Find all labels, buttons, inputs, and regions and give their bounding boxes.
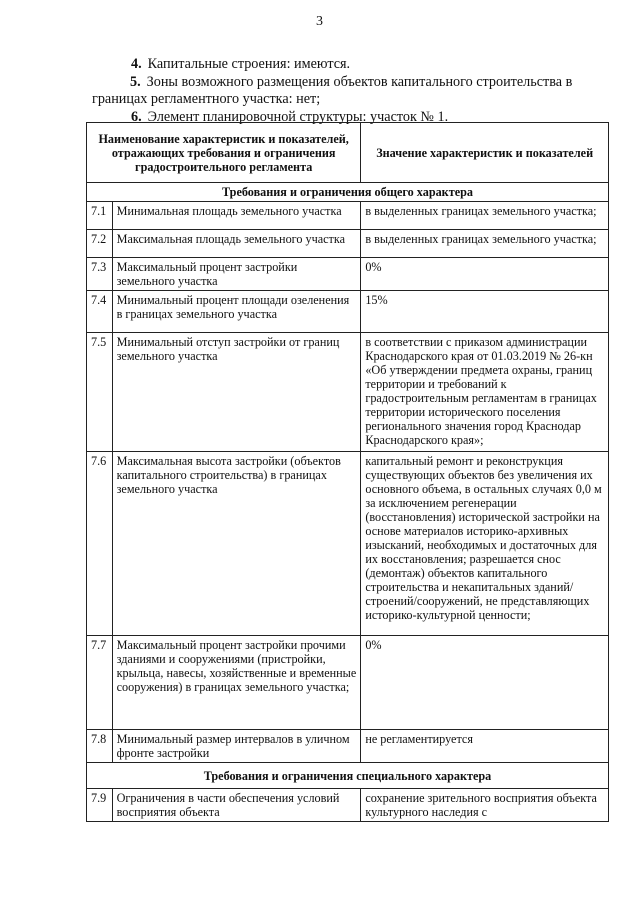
- table-row: [87, 291, 609, 333]
- row-name: Ограничения в части обеспечения условий восприятия объекта: [112, 789, 361, 822]
- row-value: сохранение зрительного восприятия объекта культурного наследия с: [361, 789, 609, 822]
- row-number: 7.3: [87, 258, 113, 291]
- row-number: 7.6: [87, 452, 113, 636]
- table-header-row: [87, 123, 609, 183]
- paragraph-4: [131, 56, 350, 73]
- paragraph-number: 6.: [131, 109, 142, 125]
- table-row: [87, 230, 609, 258]
- paragraph-text: Элемент планировочной структуры: участок № 1.: [147, 109, 449, 125]
- table-row: [87, 636, 609, 730]
- row-name: Максимальный процент застройки земельного участка: [112, 258, 361, 291]
- row-value: в выделенных границах земельного участка;: [361, 230, 609, 258]
- header-value: Значение характеристик и показателей: [361, 123, 609, 183]
- table-row: [87, 452, 609, 636]
- row-value: капитальный ремонт и реконструкция существующих объектов без увеличения их основного объема, в остальных случаях 0,0 м за исключением регенерации (восстановления) исторической застройки на основе материалов историко-архивных изысканий, необходимых и достаточных для их восстановления; разрешается снос (демонтаж) объектов капитального строительства и некапитальных зданий/строений/сооружений, не представляющих историко-культурной ценности;: [361, 452, 609, 636]
- table-row: [87, 258, 609, 291]
- row-number: 7.4: [87, 291, 113, 333]
- row-name: Минимальный размер интервалов в уличном фронте застройки: [112, 730, 361, 763]
- row-value: 0%: [361, 258, 609, 291]
- paragraph-number: 5.: [130, 74, 141, 90]
- table-row: [87, 730, 609, 763]
- row-name: Минимальный отступ застройки от границ земельного участка: [112, 333, 361, 452]
- table-row: [87, 333, 609, 452]
- row-number: 7.7: [87, 636, 113, 730]
- row-value: в выделенных границах земельного участка;: [361, 202, 609, 230]
- requirements-table: [86, 122, 609, 822]
- row-number: 7.2: [87, 230, 113, 258]
- row-value: 15%: [361, 291, 609, 333]
- row-name: Минимальный процент площади озеленения в границах земельного участка: [112, 291, 361, 333]
- section-title: Требования и ограничения специального характера: [87, 763, 609, 789]
- page-number: 3: [316, 14, 323, 29]
- row-number: 7.1: [87, 202, 113, 230]
- row-number: 7.9: [87, 789, 113, 822]
- table-row: [87, 789, 609, 822]
- paragraph-text: Зоны возможного размещения объектов капитального строительства в границах регламентного участка: нет;: [92, 74, 573, 107]
- section-row: [87, 183, 609, 202]
- header-name: Наименование характеристик и показателей, отражающих требования и ограничения градостроительного регламента: [87, 123, 361, 183]
- row-name: Максимальная высота застройки (объектов капитального строительства) в границах земельного участка: [112, 452, 361, 636]
- row-value: 0%: [361, 636, 609, 730]
- row-name: Максимальная площадь земельного участка: [112, 230, 361, 258]
- row-name: Минимальная площадь земельного участка: [112, 202, 361, 230]
- row-number: 7.8: [87, 730, 113, 763]
- row-name: Максимальный процент застройки прочими зданиями и сооружениями (пристройки, крыльца, навесы, хозяйственные и временные сооружения) в границах земельного участка;: [112, 636, 361, 730]
- paragraph-text: Капитальные строения: имеются.: [147, 56, 351, 72]
- row-number: 7.5: [87, 333, 113, 452]
- row-value: в соответствии с приказом администрации Краснодарского края от 01.03.2019 № 26-кн «Об утверждении предмета охраны, границ территории и требований к градостроительным регламентам в границах территории исторического поселения регионального значения город Краснодар Краснодарского края»;: [361, 333, 609, 452]
- row-value: не регламентируется: [361, 730, 609, 763]
- paragraph-5: [92, 74, 622, 108]
- table-row: [87, 202, 609, 230]
- section-title: Требования и ограничения общего характера: [87, 183, 609, 202]
- section-row: [87, 763, 609, 789]
- paragraph-number: 4.: [131, 56, 142, 72]
